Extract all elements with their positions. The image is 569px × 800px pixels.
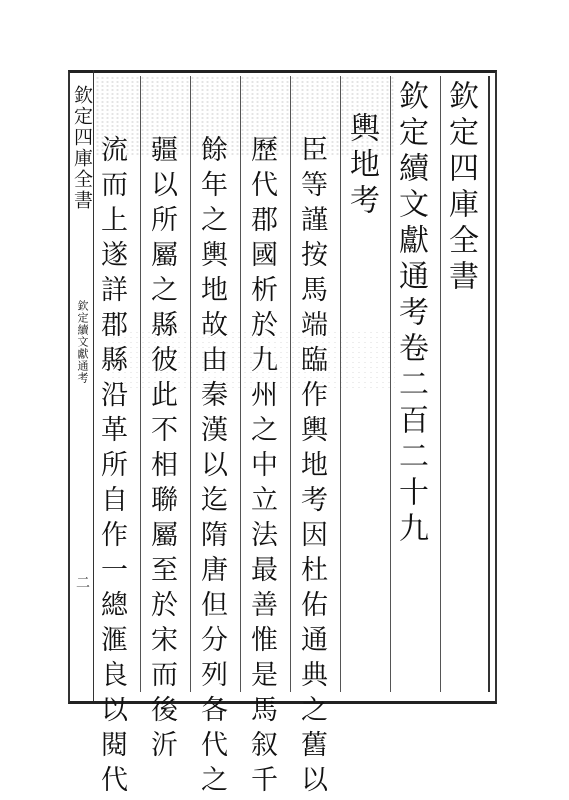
margin-subtitle: 欽定續文獻通考 (76, 300, 89, 384)
column-rule (340, 76, 341, 692)
text-column: 歷代郡國析於九州之中立法最善惟是馬叙千 (246, 135, 277, 800)
section-title: 輿地考 (344, 112, 379, 220)
column-rule (190, 76, 191, 692)
book-title: 欽定四庫全書 (443, 80, 478, 296)
column-rule (440, 76, 441, 692)
column-rule (240, 76, 241, 692)
text-column: 疆以所屬之縣彼此不相聯屬至於宋而後沂 (146, 135, 177, 765)
text-column: 餘年之輿地故由秦漢以迄隋唐但分列各代之 (196, 135, 227, 800)
text-column: 流而上遂詳郡縣沿革所自作一總滙良以閱代 (96, 135, 127, 800)
text-column: 臣等謹按馬端臨作輿地考因杜佑通典之舊以 (296, 135, 327, 800)
column-rule (290, 76, 291, 692)
margin-page-number: 二 (74, 575, 90, 591)
margin-title: 欽定四庫全書 (71, 85, 93, 211)
volume-title: 欽定續文獻通考卷二百二十九 (393, 80, 428, 548)
column-rule (390, 76, 391, 692)
column-rule (140, 76, 141, 692)
